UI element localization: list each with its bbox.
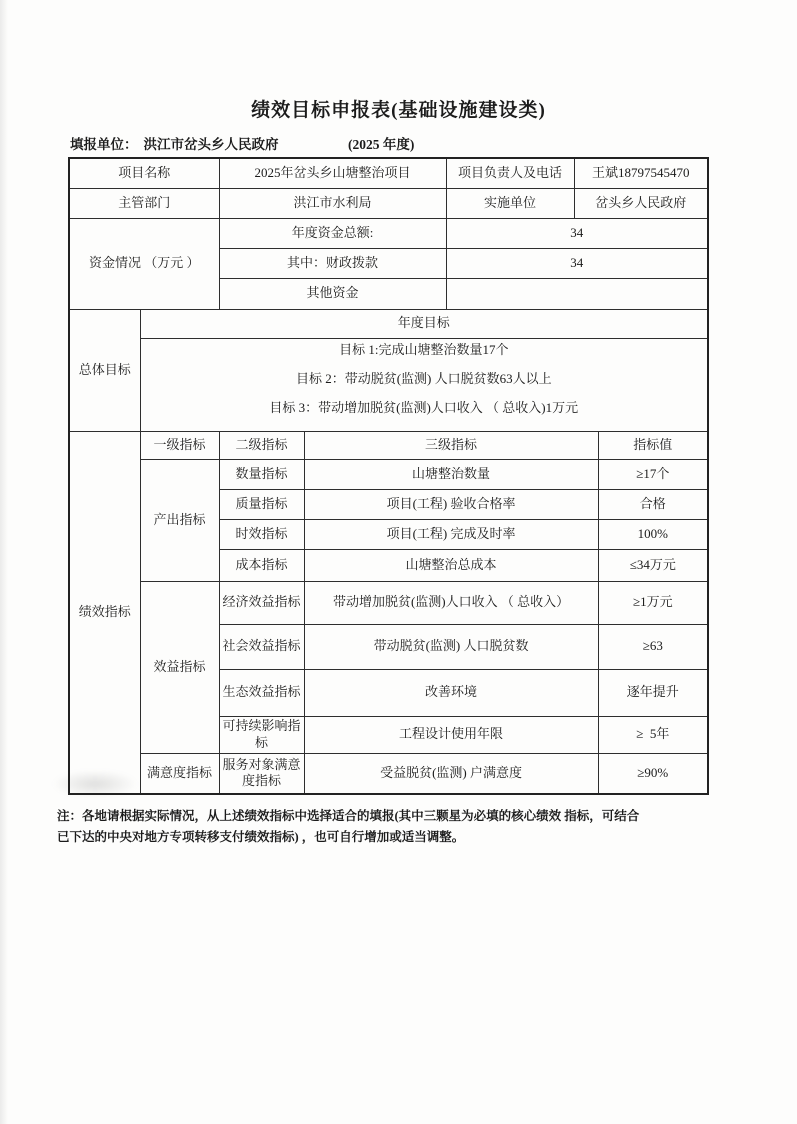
goal-1: 目标 1:完成山塘整治数量17个 — [339, 342, 509, 357]
indicator-value-cell: ≥17个 — [598, 459, 708, 489]
reporting-unit-value: 洪江市岔头乡人民政府 — [143, 137, 279, 152]
funding-other-value-cell — [446, 278, 708, 309]
indicator-l1-header-cell: 一级指标 — [140, 431, 219, 459]
dept-value-cell: 洪江市水利局 — [219, 188, 446, 218]
table-row — [69, 753, 708, 794]
indicator-l3-cell: 项目(工程) 验收合格率 — [304, 489, 598, 519]
indicator-l3-header-cell: 三级指标 — [304, 431, 598, 459]
overall-goal-label-cell: 总体目标 — [69, 309, 140, 431]
indicator-l3-cell: 带动脱贫(监测) 人口脱贫数 — [304, 624, 598, 669]
indicator-l2-cell: 生态效益指标 — [219, 669, 304, 716]
funding-fiscal-label-cell: 其中：财政拨款 — [219, 248, 446, 278]
funding-fiscal-value-cell: 34 — [446, 248, 708, 278]
funding-other-label-cell: 其他资金 — [219, 278, 446, 309]
project-manager-label-cell: 项目负责人及电话 — [446, 158, 574, 188]
funding-total-value-cell: 34 — [446, 218, 708, 248]
indicator-value-cell: ≥ 5年 — [598, 716, 708, 753]
impl-unit-value-cell: 岔头乡人民政府 — [574, 188, 708, 218]
indicator-l2-header-cell: 二级指标 — [219, 431, 304, 459]
indicator-l2-cell: 时效指标 — [219, 519, 304, 549]
indicator-value-cell: ≤34万元 — [598, 549, 708, 581]
table-row — [69, 188, 708, 218]
indicator-value-cell: ≥90% — [598, 753, 708, 794]
indicator-value-cell: ≥63 — [598, 624, 708, 669]
footnote — [57, 806, 733, 848]
indicator-l2-cell: 数量指标 — [219, 459, 304, 489]
annual-goal-header-cell: 年度目标 — [140, 309, 708, 338]
output-group-label-cell: 产出指标 — [140, 459, 219, 581]
indicator-l2-cell: 服务对象满意度指标 — [219, 753, 304, 794]
reporting-unit-label: 填报单位： — [70, 137, 138, 152]
reporting-unit-line — [70, 133, 730, 153]
indicator-l3-cell: 改善环境 — [304, 669, 598, 716]
table-row — [69, 218, 708, 248]
table-row — [69, 581, 708, 624]
table-row — [69, 309, 708, 338]
table-row — [69, 459, 708, 489]
document-title: 绩效目标申报表(基础设施建设类) — [251, 100, 546, 121]
annual-goals-cell — [140, 338, 708, 431]
indicator-l2-cell: 社会效益指标 — [219, 624, 304, 669]
footnote-line-2: 已下达的中央对地方专项转移支付绩效指标) ，也可自行增加或适当调整。 — [57, 830, 465, 844]
indicator-value-cell: 合格 — [598, 489, 708, 519]
indicator-value-header-cell: 指标值 — [598, 431, 708, 459]
indicator-l2-cell: 经济效益指标 — [219, 581, 304, 624]
project-name-value-cell: 2025年岔头乡山塘整治项目 — [219, 158, 446, 188]
indicator-l2-cell: 可持续影响指标 — [219, 716, 304, 753]
table-row — [69, 158, 708, 188]
indicator-l2-cell: 质量指标 — [219, 489, 304, 519]
indicator-value-cell: ≥1万元 — [598, 581, 708, 624]
satisfaction-group-label-cell: 满意度指标 — [140, 753, 219, 794]
dept-label-cell: 主管部门 — [69, 188, 219, 218]
project-manager-value-cell: 王斌18797545470 — [574, 158, 708, 188]
scan-edge-shading — [0, 0, 8, 1124]
goal-3: 目标 3：带动增加脱贫(监测)人口收入 （ 总收入)1万元 — [269, 400, 579, 415]
indicator-value-cell: 100% — [598, 519, 708, 549]
table-row — [69, 431, 708, 459]
table-row — [69, 338, 708, 431]
report-year: (2025 年度) — [348, 137, 415, 152]
indicators-section-label-cell: 绩效指标 — [69, 431, 140, 794]
footnote-line-1: 注：各地请根据实际情况，从上述绩效指标中选择适合的填报(其中三颗星为必填的核心绩效 指标，可结合 — [57, 809, 640, 823]
indicator-l3-cell: 受益脱贫(监测) 户满意度 — [304, 753, 598, 794]
performance-target-table — [68, 157, 709, 795]
indicator-l3-cell: 山塘整治总成本 — [304, 549, 598, 581]
funding-section-label-cell: 资金情况 （万元 ） — [69, 218, 219, 309]
impl-unit-label-cell: 实施单位 — [446, 188, 574, 218]
indicator-l2-cell: 成本指标 — [219, 549, 304, 581]
goal-2: 目标 2：带动脱贫(监测) 人口脱贫数63人以上 — [295, 371, 552, 386]
project-name-label-cell: 项目名称 — [69, 158, 219, 188]
indicator-l3-cell: 山塘整治数量 — [304, 459, 598, 489]
indicator-l3-cell: 带动增加脱贫(监测)人口收入 （ 总收入） — [304, 581, 598, 624]
funding-total-label-cell: 年度资金总额: — [219, 218, 446, 248]
benefit-group-label-cell: 效益指标 — [140, 581, 219, 753]
indicator-l3-cell: 项目(工程) 完成及时率 — [304, 519, 598, 549]
indicator-value-cell: 逐年提升 — [598, 669, 708, 716]
indicator-l3-cell: 工程设计使用年限 — [304, 716, 598, 753]
